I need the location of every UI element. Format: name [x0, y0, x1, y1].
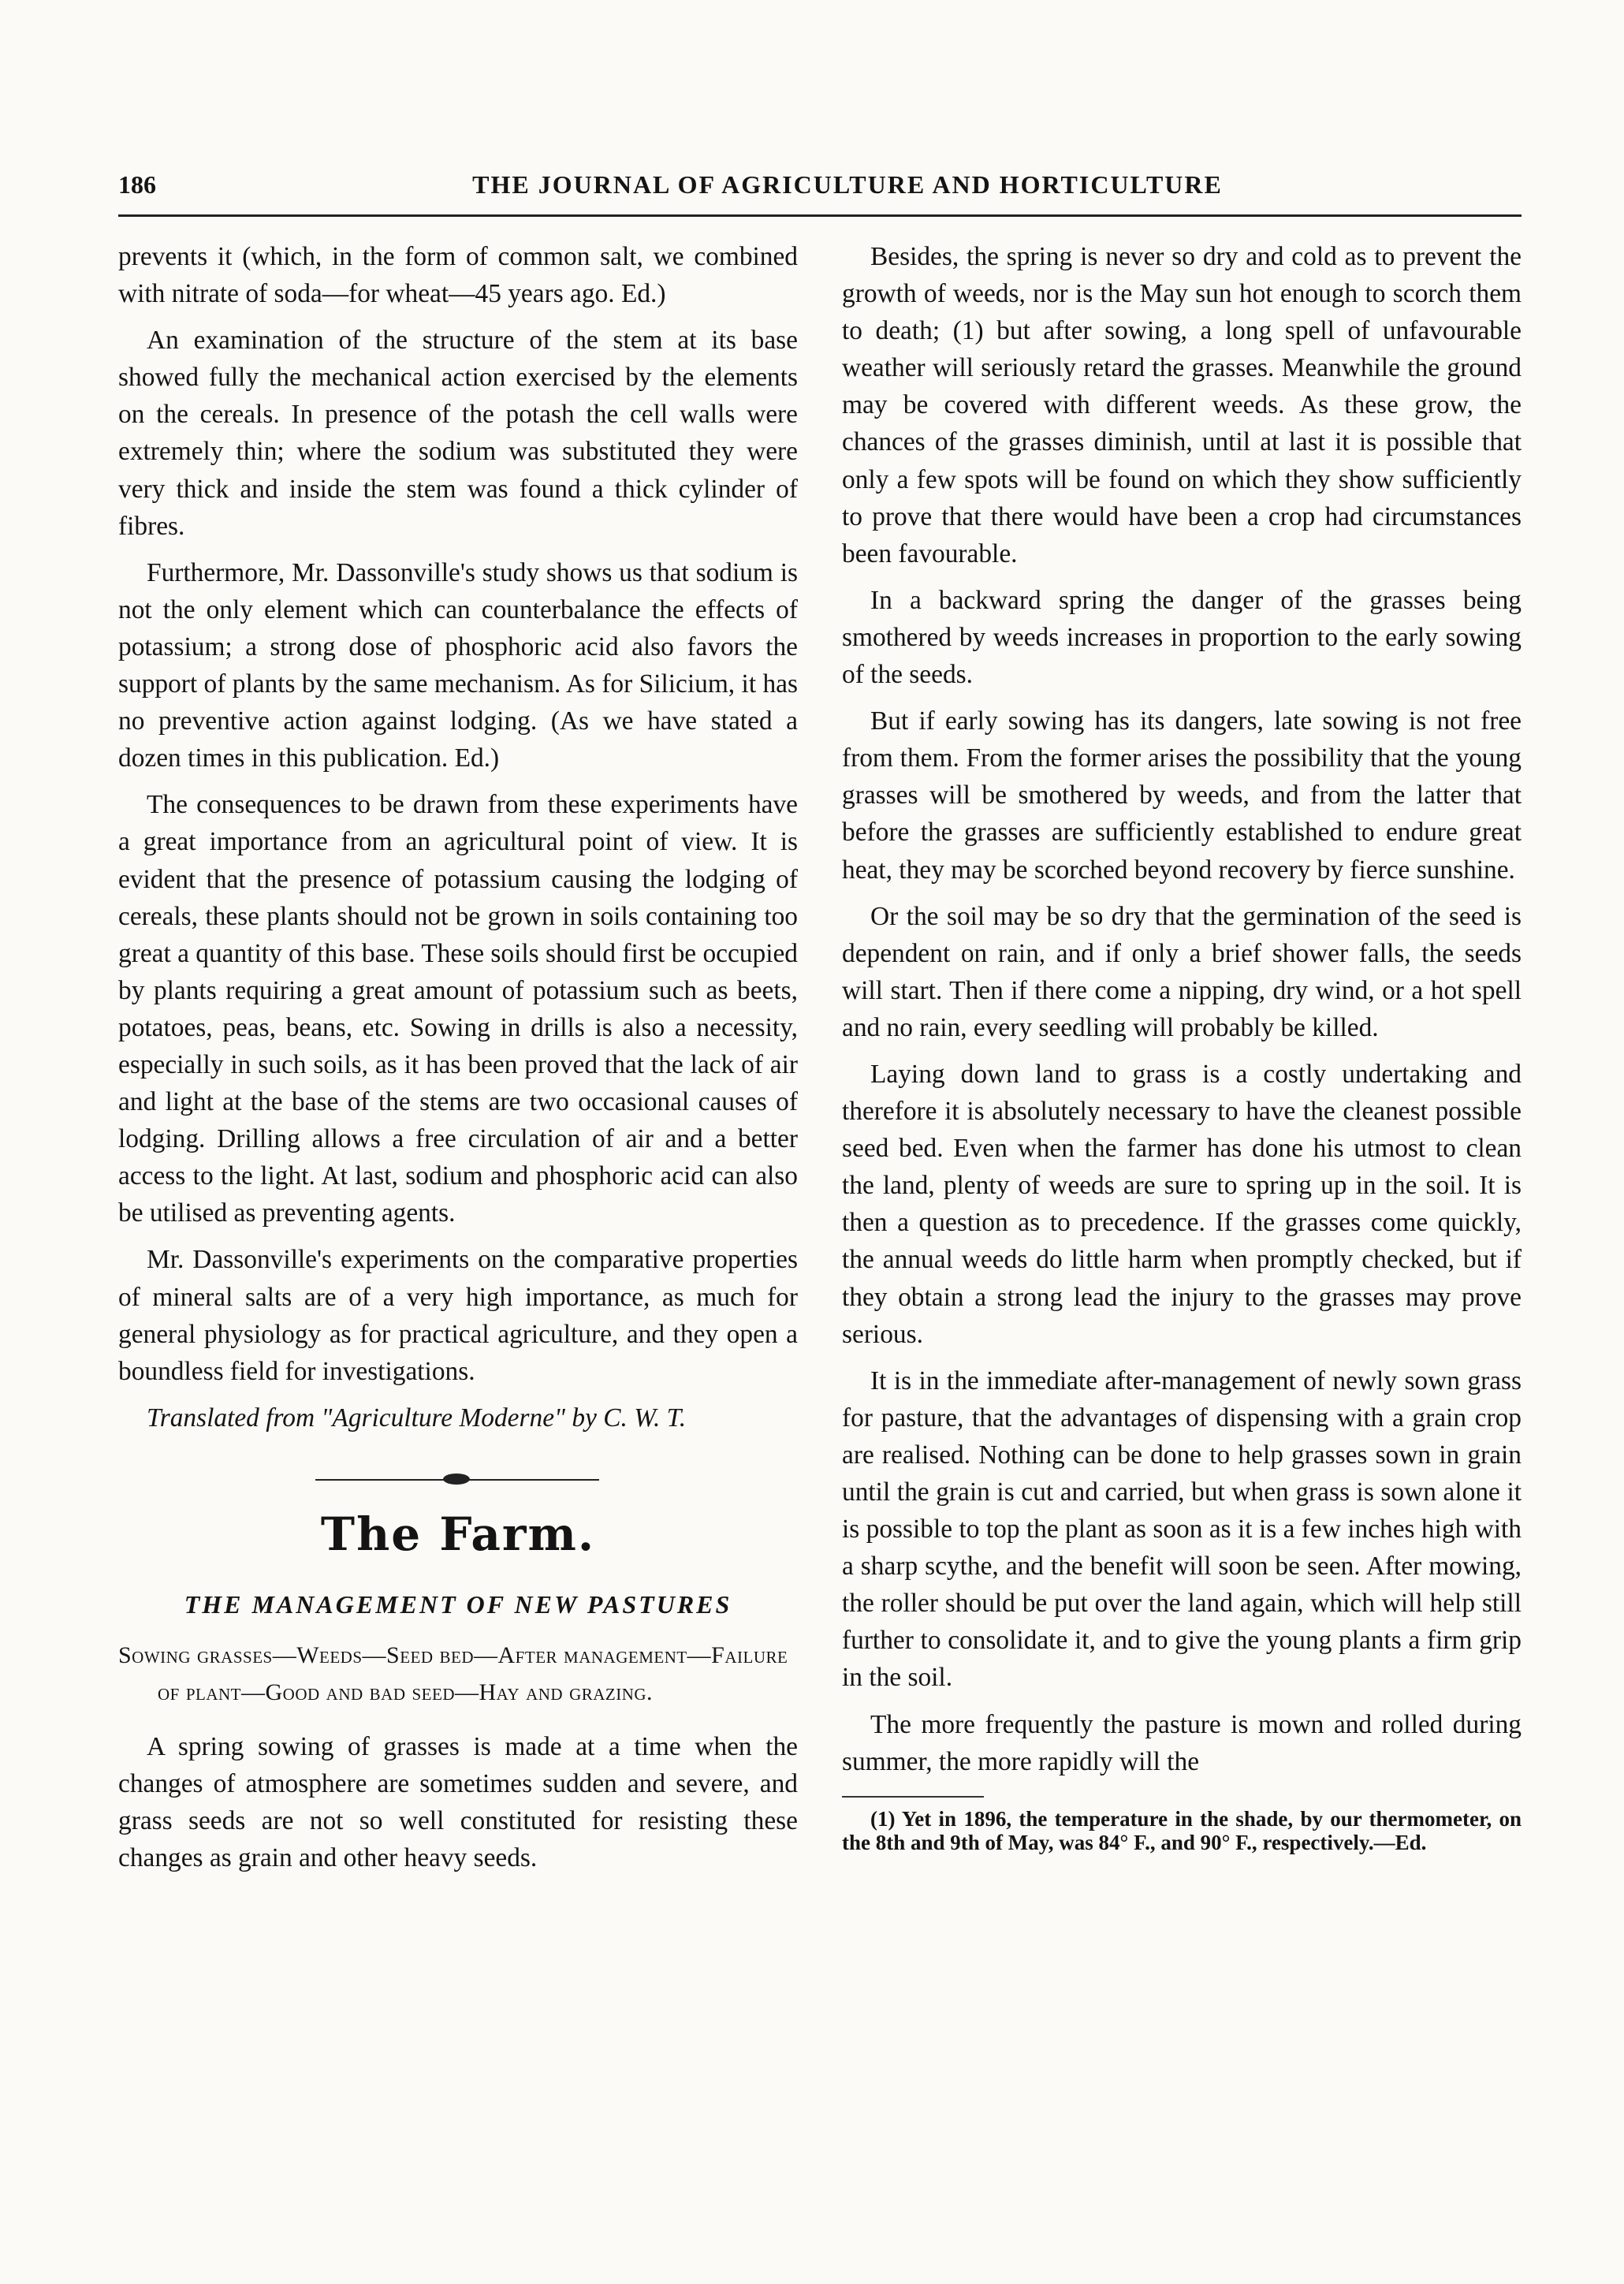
attribution: Translated from "Agriculture Moderne" by C. W. T.: [147, 1403, 687, 1433]
paragraph: A spring sowing of grasses is made at a time when the changes of atmosphere are sometimes sudden and severe, and grass seeds are not so well constituted for resisting these changes as grain and other heavy seeds.: [118, 1731, 798, 1873]
paragraph: The more frequently the pasture is mown and rolled during summer, the more rapidly will the: [842, 1709, 1522, 1776]
paragraph: An examination of the structure of the stem at its base showed fully the mechanical action exercised by the elements on the cereals. In presence of the potash the cell walls were extremely thin; where the sodium was substituted they were very thick and inside the stem was found a thick cylinder of fibres.: [118, 326, 798, 541]
section-heading: The Farm.: [320, 1507, 596, 1561]
paragraph: Besides, the spring is never so dry and cold as to prevent the growth of weeds, nor is the May sun hot enough to scorch them to death; (1) but after sowing, a long spell of unfavourable weather will seriously retard the grasses. Meanwhile the ground may be covered with different weeds. As these grow, the chances of the grasses diminish, until at last it is possible that only a few spots will be found on which they show sufficiently to prove that there would have been a crop had circumstances been favourable.: [842, 242, 1522, 568]
ornament-divider: [118, 1468, 798, 1492]
right-column: [842, 238, 1522, 1864]
ornament-icon: [443, 1474, 470, 1485]
footnote-rule: [842, 1796, 984, 1798]
paragraph: It is in the immediate after-management of newly sown grass for pasture, that the advantages of dispensing with a grain crop are realised. Nothing can be done to help grasses sown in grain until the grain is cut and carried, but when grass is sown alone it is possible to top the plant as soon as it is a few inches high with a sharp scythe, and the benefit will soon be seen. After mowing, the roller should be put over the land again, which will help still further to consolidate it, and to give the young plants a firm grip in the soil.: [842, 1366, 1522, 1693]
paragraph: Laying down land to grass is a costly undertaking and therefore it is absolutely necessary to have the cleanest possible seed bed. Even when the farmer has done his utmost to clean the land, plenty of weeds are sure to spring up in the soil. It is then a question as to precedence. If the grasses come quickly, the annual weeds do little harm when promptly checked, but if they obtain a strong lead the injury to the grasses may prove serious.: [842, 1059, 1522, 1349]
page-header: [118, 166, 1522, 213]
paragraph: Or the soil may be so dry that the germination of the seed is dependent on rain, and if only a brief shower falls, the seeds will start. Then if there come a nipping, dry wind, or a hot spell and no rain, every seedling will probably be killed.: [842, 901, 1522, 1042]
paragraph: In a backward spring the danger of the grasses being smothered by weeds increases in proportion to the early sowing of the seeds.: [842, 585, 1522, 690]
header-rule: [118, 214, 1522, 217]
paragraph: prevents it (which, in the form of common salt, we combined with nitrate of soda—for wheat—45 years ago. Ed.): [118, 242, 798, 309]
paragraph: But if early sowing has its dangers, late sowing is not free from them. From the former arises the possibility that the young grasses will be smothered by weeds, and from the latter that before the grasses are sufficiently established to endure great heat, they may be scorched beyond recovery by fierce sunshine.: [842, 706, 1522, 885]
article-title: THE MANAGEMENT OF NEW PASTURES: [184, 1589, 732, 1619]
page-number: 186: [118, 170, 156, 199]
article-subheadings: Sowing grasses—Weeds—Seed bed—After management—Failure of plant—Good and bad seed—Hay and grazing.: [118, 1641, 788, 1705]
journal-title: THE JOURNAL OF AGRICULTURE AND HORTICULTURE: [472, 170, 1223, 199]
left-column: [118, 238, 798, 1886]
paragraph: Mr. Dassonville's experiments on the comparative properties of mineral salts are of a very high importance, as much for general physiology as for practical agriculture, and they open a boundless field for investigations.: [118, 1245, 798, 1386]
paragraph: The consequences to be drawn from these experiments have a great importance from an agricultural point of view. It is evident that the presence of potassium causing the lodging of cereals, these plants should not be grown in soils containing too great a quantity of this base. These soils should first be occupied by plants requiring a great amount of potassium such as beets, potatoes, peas, beans, etc. Sowing in drills is also a necessity, especially in such soils, as it has been proved that the lack of air and light at the base of the stems are two occasional causes of lodging. Drilling allows a free circulation of air and a better access to the light. At last, sodium and phosphoric acid can also be utilised as preventing agents.: [118, 790, 798, 1228]
footnote: (1) Yet in 1896, the temperature in the shade, by our thermometer, on the 8th and 9th of May, was 84° F., and 90° F., respectively.—Ed.: [842, 1806, 1522, 1854]
paragraph: Furthermore, Mr. Dassonville's study shows us that sodium is not the only element which can counterbalance the effects of potassium; a strong dose of phosphoric acid also favors the support of plants by the same mechanism. As for Silicium, it has no preventive action against lodging. (As we have stated a dozen times in this publication. Ed.): [118, 557, 798, 773]
